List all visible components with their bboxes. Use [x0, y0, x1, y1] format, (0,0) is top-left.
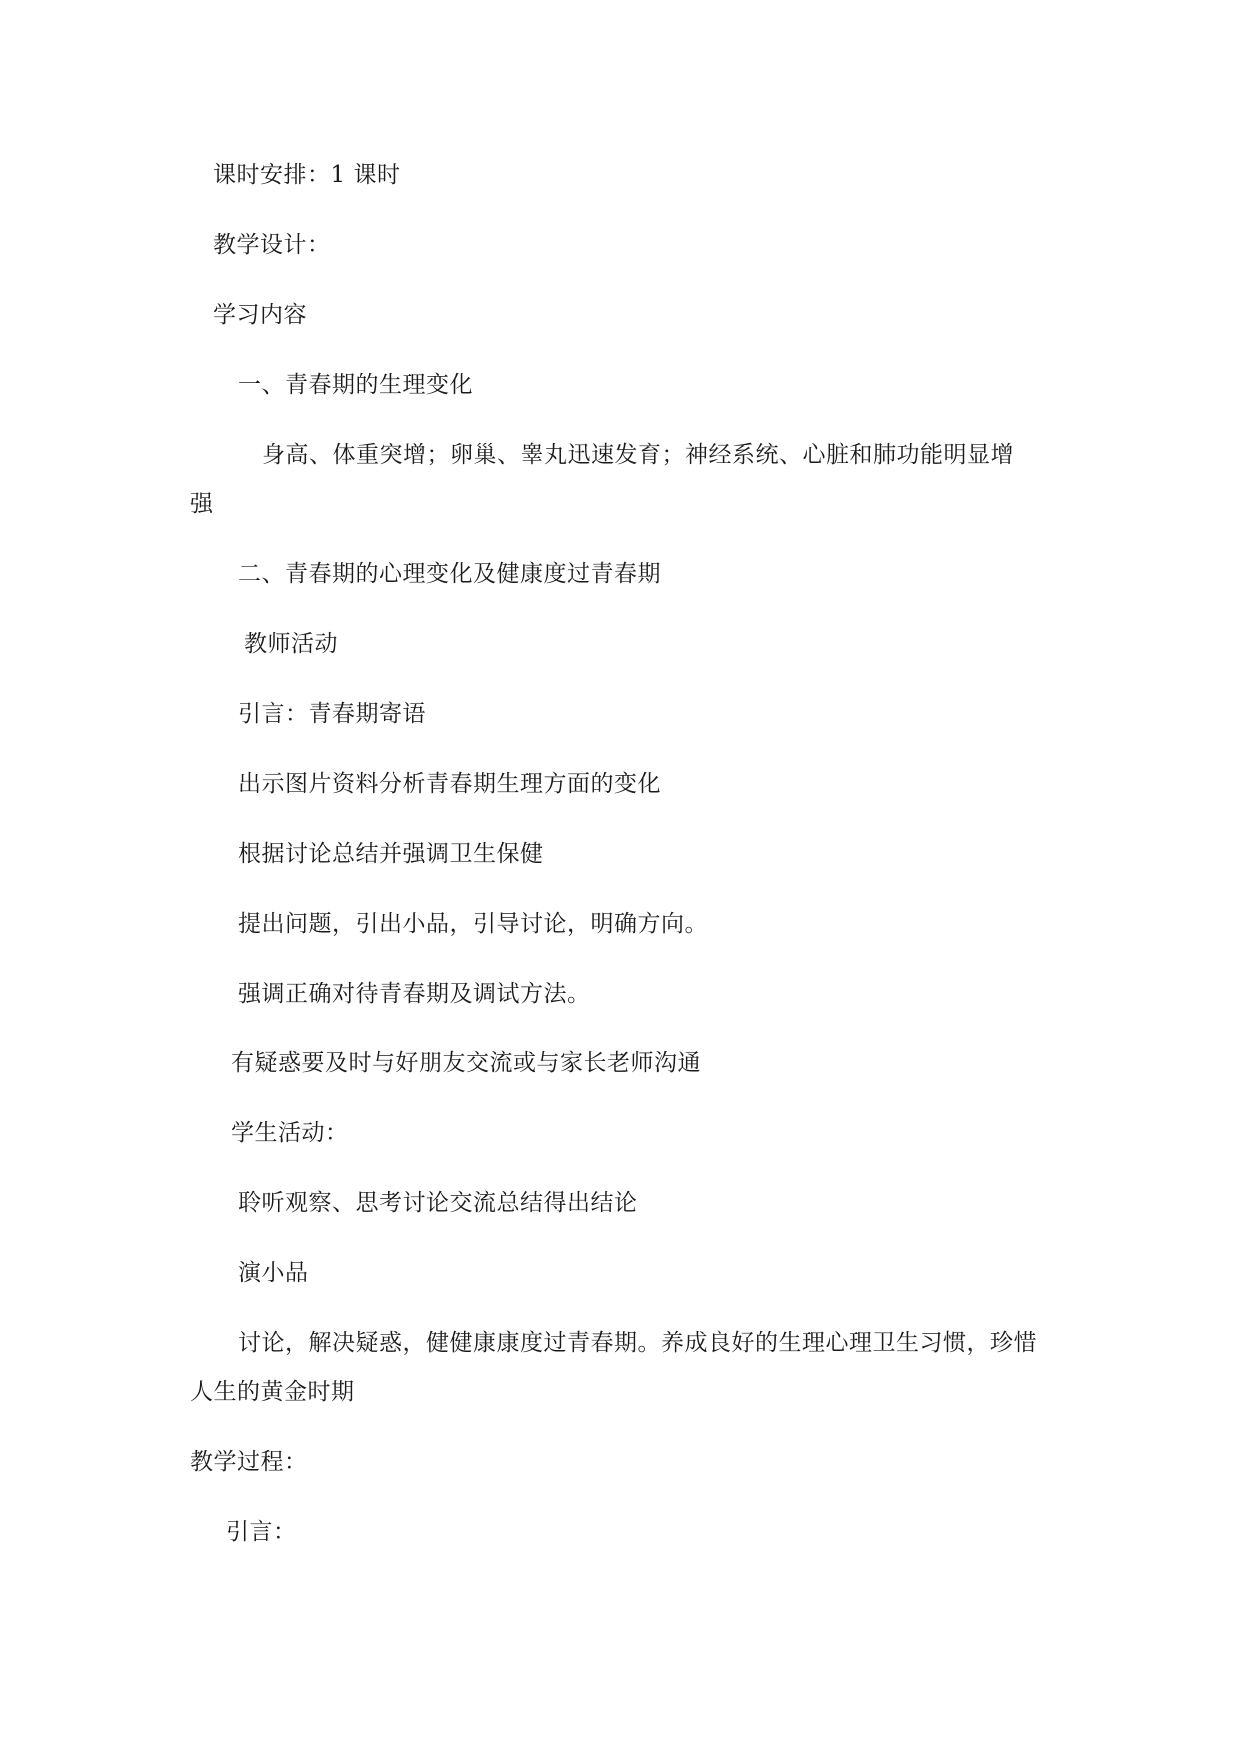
- content-heading: 学习内容: [213, 302, 307, 328]
- process-heading: 教学过程：: [190, 1449, 308, 1475]
- section-two-heading: 二、青春期的心理变化及健康度过青春期: [238, 561, 661, 587]
- resolve-item-line2: 人生的黄金时期: [190, 1379, 355, 1405]
- design-heading: 教学设计：: [213, 232, 331, 258]
- skit-item: 演小品: [238, 1260, 309, 1286]
- emphasis-item: 强调正确对待青春期及调试方法。: [238, 981, 591, 1007]
- teacher-activity-heading: 教师活动: [244, 631, 338, 657]
- section-one-body-line2: 强: [190, 491, 214, 517]
- discussion-item: 根据讨论总结并强调卫生保健: [238, 841, 544, 867]
- resolve-item-line1: 讨论，解决疑惑，健健康康度过青春期。养成良好的生理心理卫生习惯，珍惜: [238, 1330, 1037, 1356]
- questions-item: 提出问题，引出小品，引导讨论，明确方向。: [238, 911, 708, 937]
- intro-item: 引言：青春期寄语: [238, 701, 426, 727]
- section-one-body-line1: 身高、体重突增；卵巢、睾丸迅速发育；神经系统、心脏和肺功能明显增: [262, 442, 1014, 468]
- communication-item: 有疑惑要及时与好朋友交流或与家长老师沟通: [231, 1050, 701, 1076]
- intro-heading: 引言：: [226, 1519, 297, 1545]
- listen-item: 聆听观察、思考讨论交流总结得出结论: [238, 1190, 638, 1216]
- schedule-line: 课时安排：1 课时: [213, 162, 401, 188]
- section-one-heading: 一、青春期的生理变化: [238, 372, 473, 398]
- pictures-item: 出示图片资料分析青春期生理方面的变化: [238, 771, 661, 797]
- student-activity-heading: 学生活动：: [231, 1120, 349, 1146]
